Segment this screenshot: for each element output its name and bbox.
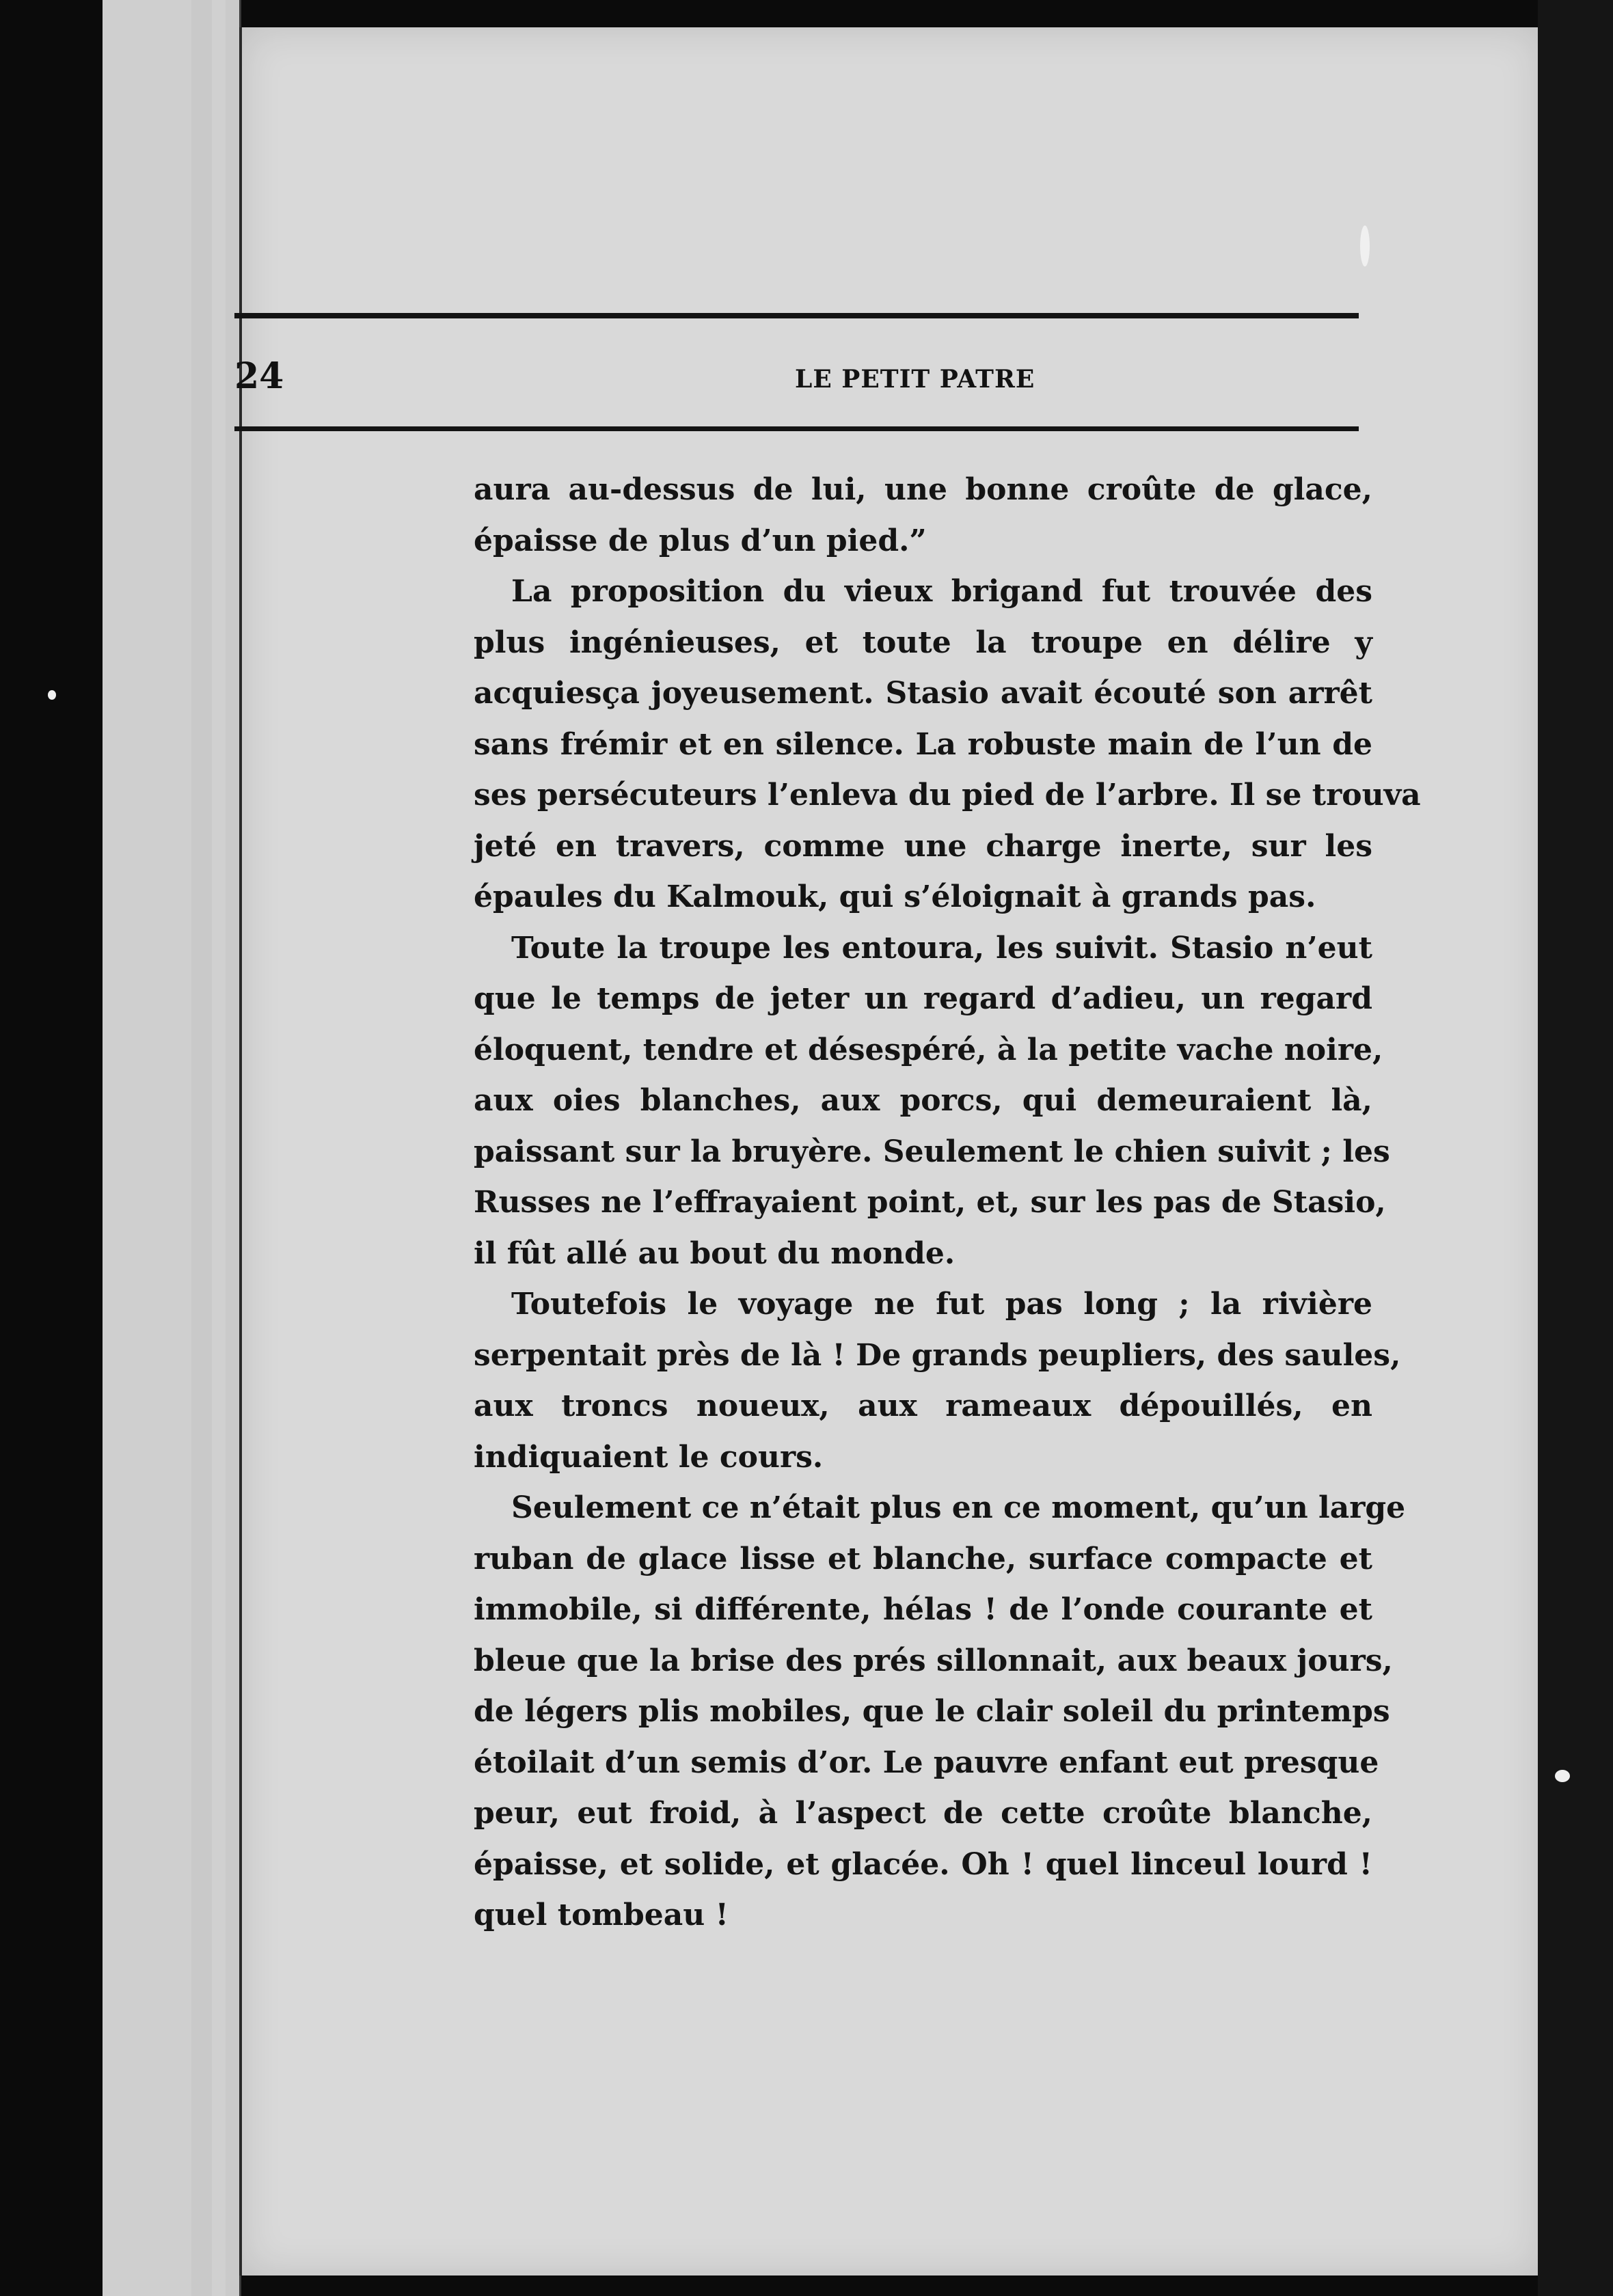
scan-speck [1555, 1770, 1570, 1782]
text-line: Toutefois le voyage ne fut pas long ; la rivière [511, 1287, 1372, 1322]
text-line: aura au-dessus de lui, une bonne croûte de glace, [474, 472, 1372, 507]
binding-shadow [1538, 0, 1613, 2296]
text-line: épaisse de plus d’un pied.” [474, 523, 927, 558]
text-line: épaules du Kalmouk, qui s’éloignait à grands pas. [474, 879, 1316, 914]
text-line: immobile, si différente, hélas ! de l’onde courante et [474, 1592, 1372, 1627]
header-rule-top [234, 313, 1359, 318]
text-line: aux oies blanches, aux porcs, qui demeuraient là, [474, 1083, 1372, 1118]
scan-speck [1360, 226, 1370, 266]
page-edge [191, 0, 214, 2296]
text-line: ruban de glace lisse et blanche, surface compacte et [474, 1541, 1372, 1576]
text-line: sans frémir et en silence. La robuste main de l’un de [474, 726, 1372, 762]
page-edge [103, 0, 193, 2296]
text-line: épaisse, et solide, et glacée. Oh ! quel linceul lourd ! [474, 1846, 1372, 1882]
text-line: quel tombeau ! [474, 1898, 729, 1932]
text-line: que le temps de jeter un regard d’adieu, un regard [474, 981, 1372, 1016]
text-line: Toute la troupe les entoura, les suivit. Stasio n’eut [511, 930, 1372, 966]
text-line: serpentait près de là ! De grands peupliers, des saules, [474, 1337, 1401, 1373]
page-header [234, 355, 1359, 410]
text-line: ses persécuteurs l’enleva du pied de l’arbre. Il se trouva [474, 778, 1421, 812]
text-line: étoilait d’un semis d’or. Le pauvre enfant eut presque [474, 1745, 1379, 1780]
body-text [474, 465, 1421, 1941]
header-rule-bottom [234, 426, 1359, 431]
text-line: Seulement ce n’était plus en ce moment, qu’un large [511, 1490, 1406, 1525]
text-line: acquiesça joyeusement. Stasio avait écouté son arrêt [474, 676, 1372, 711]
text-line: de légers plis mobiles, que le clair soleil du printemps [474, 1694, 1390, 1729]
text-line: éloquent, tendre et désespéré, à la petite vache noire, [474, 1032, 1383, 1067]
text-line: jeté en travers, comme une charge inerte, sur les [474, 828, 1372, 864]
text-line: aux troncs noueux, aux rameaux dépouillés, en [474, 1389, 1372, 1423]
text-line: indiquaient le cours. [474, 1439, 824, 1475]
text-line: peur, eut froid, à l’aspect de cette croûte blanche, [474, 1796, 1372, 1831]
text-line: paissant sur la bruyère. Seulement le chien suivit ; les [474, 1134, 1390, 1169]
text-line: La proposition du vieux brigand fut trouvée des [511, 574, 1372, 609]
text-line: plus ingénieuses, et toute la troupe en délire y [474, 625, 1372, 660]
page-number: 24 [234, 355, 284, 397]
text-line: Russes ne l’effrayaient point, et, sur les pas de Stasio, [474, 1185, 1386, 1220]
text-line: bleue que la brise des prés sillonnait, aux beaux jours, [474, 1643, 1393, 1678]
running-title: LE PETIT PATRE [795, 365, 1035, 394]
text-line: il fût allé au bout du monde. [474, 1235, 955, 1271]
scan-speck [48, 690, 56, 700]
